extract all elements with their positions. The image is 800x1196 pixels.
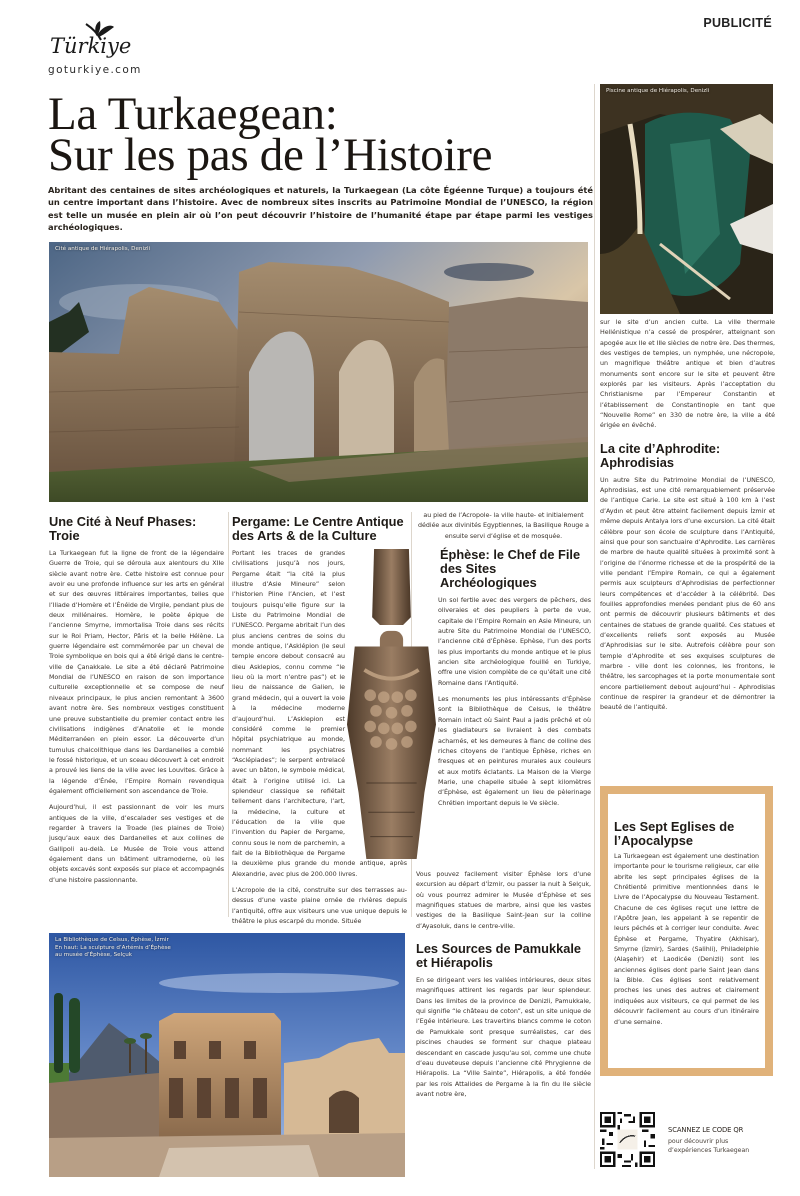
celsus-caption-line-3: au musée d’Éphèse, Selçuk — [55, 951, 133, 958]
pamukkale-paragraph-2: sur le site d’un ancien culte. La ville thermale Hellénistique n’a cessé de prospérer, atteignant son apogée aux IIe et IIIe siècles de notre ère. Des thermes, des vestiges de temples, un nymphée, une nécropole, un magnifique théâtre antique et bien d’autres monuments sont encore sur le site et peuvent être explorés par les visiteurs. Après l’acceptation du Christianisme par l’Empereur Constantin et l’établissement de Constantinople en tant que “Nouvelle Rome” en 330 de notre ère, la ville a été érigée en évêché. — [600, 319, 775, 430]
intro-paragraph: Abritant des centaines de sites archéologiques et naturels, la Turkaegean (La côte Égéenne Turque) a toujours été un centre important dans l’histoire. Avec de nombreux sites inscrits au Patrimoine Mondial de l’UNESCO, la région est telle un musée en plein air où l’on peut découvrir l’histoire de l’humanité étape par étape parmi les vestiges archéologiques. — [48, 185, 593, 233]
title-line-1: La Turkaegean: — [48, 88, 338, 140]
logo-url[interactable]: goturkiye.com — [48, 64, 142, 76]
column-troie — [49, 515, 224, 886]
troie-paragraph-2: Aujourd’hui, il est passionnant de voir les murs antiques de la ville, d’escalader ses vestiges et de regarder à travers la Troade (les plaines de Troie) jusqu’aux eaux des Dardanelles et aux collines de Gallipoli au-delà. Le Musée de Troie vous attend également dans un bâtiment ultramoderne, où les objets excavés sont exposés sur place et accompagnés d’une histoire passionnante. — [49, 804, 224, 884]
advertisement-label: PUBLICITÉ — [703, 16, 772, 30]
logo-text: Türkiye — [50, 34, 132, 58]
celsus-caption-line-1: La Bibliothèque de Celsus, Éphèse, İzmir — [55, 937, 169, 944]
qr-title: SCANNEZ LE CODE QR — [668, 1126, 744, 1134]
hierapolis-photo-caption: Cité antique de Hiérapolis, Denizli — [55, 246, 151, 252]
turkiye-logo — [48, 18, 138, 64]
pergame-heading: Pergame: Le Centre Antique des Arts & de la Culture — [232, 514, 404, 543]
sept-eglises-paragraph: La Turkaegean est également une destination importante pour le tourisme religieux, car elle abrite les sept principales églises de la Chrétienté primitive mentionnées dans le Livre de l’Apocalypse du Nouveau Testament. Chacune de ces églises reçut une lettre de l’Apôtre Jean, les appelant à se repentir de leurs péchés et à corriger leur conduite. Avec Éphèse et Pergame, Thyatire (Akhisar), Smyrne (İzmir), Sardes (Salihli), Philadelphie (Alaşehir) et Laodicée (Denizli) sont les anciennes églises dont parle Saint Jean dans la Bible. Ces églises sont relativement proches les unes des autres et clairement indiquées aux visiteurs, ce qui permet de les découvrir facilement au cours d’un itinéraire d’une semaine. — [614, 853, 759, 1026]
pool-photo-caption: Piscine antique de Hiérapolis, Denizli — [606, 88, 710, 94]
page-title — [48, 88, 593, 181]
basilique-paragraph: au pied de l’Acropole- la ville haute- et initialement dédiée aux divinités Egyptiennes, la Basilique Rouge a ensuite servi d’église et de mosquée. — [418, 512, 589, 540]
celsus-caption-line-2: En haut: La sculpture d’Artémis d’Éphèse — [55, 944, 171, 951]
column-aphrodisias — [600, 318, 775, 714]
pergame-paragraph-2: L’Acropole de la cité, construite sur des terrasses au-dessus d’une vaste plaine ornée de rivières depuis l’antiquité, offre aux visiteurs une vue unique depuis le théâtre le plus escarpé du monde. Située — [232, 887, 407, 926]
aphrodisias-heading: La cite d’Aphrodite: Aphrodisias — [600, 440, 721, 470]
ephese-paragraph-2: Les monuments les plus intéressants d’Éphèse sont la Bibliothèque de Celsus, le théâtre Romain intact où Saint Paul a jadis prêché et où les gladiateurs se livraient à des combats acharnés, et les demeures à flanc de colline des riches citoyens de l’antique Éphèse, riches en fresques et en peintures murales aux couleurs et aux motifs éclatants. La Maison de la Vierge Marie, une chapelle située à sept kilomètres d’Éphèse, est également un lieu de pèlerinage Chrétien important depuis le Ve siècle. — [438, 696, 591, 807]
sept-eglises-box — [600, 786, 773, 1076]
qr-code-icon — [600, 1112, 655, 1167]
ancient-pool-photo-icon — [600, 84, 773, 314]
library-celsus-photo-icon — [49, 933, 405, 1177]
pamukkale-heading: Les Sources de Pamukkale et Hiérapolis — [416, 941, 582, 971]
qr-code[interactable] — [600, 1112, 655, 1167]
sept-eglises-heading: Les Sept Eglises de l’Apocalypse — [614, 819, 735, 848]
ephese-paragraph-3: Vous pouvez facilement visiter Éphèse lors d’une excursion au départ d’İzmir, ou passer la nuit à Selçuk, où vous pourrez admirer le Musée d’Éphèse et ses magnifiques statues de marbre, ainsi que les vastes vestiges de la Basilique Saint-Jean sur la colline d’Ayasoluk, dans le centre-ville. — [416, 871, 591, 930]
pergame-paragraph-1: Portant les traces de grandes civilisations jusqu’à nos jours, Pergame était “la cité la plus illustre d’Asie Mineure” selon l’historien Pline l’Ancien, et l’est toujours puisqu’elle figure sur la Liste du Patrimoine Mondial de l’UNESCO. Pergame abritait l’un des plus anciens centres de soins du monde antique, l’Asklépion (le seul temple encore debout consacré au dieu Asklepios, connu comme “le lieu où la mort n’entre pas”) et le lieu de naissance de Galien, le grand médecin, qui a ouvert la voie à la médecine moderne d’aujourd’hui. L’Asklepion est considéré comme le premier hôpital psychiatrique au monde, nommant les psychiatres “Asclépiades”; le serpent entrelacé avec un bâton, le symbole médical, était à l’origine utilisé ici. La splendeur classique se reflétait tellement dans l’architecture, l’art, la médecine, la culture et l’éducation de la ville que l’invention du Papier de Pergame, connu sous le nom de parchemin, a fait de la Bibliothèque de Pergame la deuxième plus grande du monde antique, après Alexandrie, avec plus de 200.000 livres. — [232, 550, 407, 878]
celsus-photo-caption — [55, 937, 171, 959]
artemis-statue-photo-icon — [347, 549, 436, 859]
artemis-statue-photo — [347, 549, 436, 859]
aphrodisias-paragraph: Un autre Site du Patrimoine Mondial de l’UNESCO, Aphrodisias, est une cité remarquablement préservée de l’antique Carie. Le site est situé à 100 km à l’est d’Aydın et peut être atteint facilement depuis İzmir et même depuis Antalya lors d’une excursion. La cité était célèbre pour son école de sculpture dans l’Antiquité, ainsi que pour son sanctuaire d’Aphrodite. Les carrières de marbre de haute qualité situées à proximité sont à l’origine de l’énorme richesse et de la prospérité de la ville pendant l’Empire Romain, ce qui a également permis aux sculpteurs d’Aphrodisias de perfectionner leurs compétences et d’accéder à la célébrité. Des fouilles approfondies menées pendant plus de 60 ans ont permis de découvrir plusieurs bâtiments et des centaines de statues de grande qualité. Ces statues et d’excellents reliefs sont exposés au Musée d’Aphrodisias sur le site. Autrefois célèbre pour son temple d’Aphrodite et ses exquises sculptures de marbre - ville dont les colonnes, les frontons, le théâtre, les sarcophages et la porte monumentale sont encore partiellement debout aujourd’hui - Aphrodisias continue de respirer la grandeur et de démontrer la beauté de l’antiquité. — [600, 476, 775, 712]
ephese-heading: Éphèse: le Chef de File des Sites Archéologiques — [440, 547, 581, 591]
celsus-library-photo — [49, 933, 405, 1177]
column-divider — [228, 512, 229, 917]
ruins-arch-photo-icon — [49, 242, 588, 502]
pool-photo — [600, 84, 773, 314]
column-ephese — [416, 511, 591, 1100]
hierapolis-photo — [49, 242, 588, 502]
column-divider — [594, 84, 595, 1169]
title-line-2: Sur les pas de l’Histoire — [48, 129, 493, 181]
pamukkale-paragraph-1: En se dirigeant vers les vallées intérieures, deux sites magnifiques attirent les regards par leur splendeur. Dans les limites de la province de Denizli, Pamukkale, qui signifie “le château de coton”, est un site unique de l’Egée intérieure. Les travertins blancs comme le coton de Pamukkale sont presque surréalistes, car des piscines chaudes se forment sur chaque plateau descendant en cascade jusqu’au sol, comme une chute d’eau duveteuse depuis l’ancienne cité Phrygienne de Hiérapolis. La “Ville Sainte”, Hiérapolis, a été fondée par les rois Attalides de Pergame à la fin du IIe siècle avant notre ère, — [416, 977, 591, 1098]
ephese-wrap — [416, 548, 591, 809]
qr-subtitle: pour découvrir plus d’expériences Turkaegean — [668, 1138, 750, 1154]
troie-paragraph-1: La Turkaegean fut la ligne de front de la légendaire Guerre de Troie, qui se déroula aux alentours du XIIe siècle avant notre ère. Cette histoire est connue pour avoir eu une profonde influence sur les arts en général et sur des œuvres littéraires importantes, telles que l’Iliade d’Homère et l’Énéide de Virgile, pendant plus de deux millénaires. Homère, le poète épique de l’ancienne Smyrne, immortalisa Troie dans ses récits sur le Roi Priam, Hector, Pâris et la belle Hélène. La guerre légendaire est commémorée par un cheval de Troie symbolique en bois qui a été érigé dans le centre-ville de Çanakkale. Le site a été déclaré Patrimoine Mondial de l’UNESCO en raison de son importance culturelle exceptionnelle et se compose de neuf niveaux principaux, le plus ancien remontant à 3600 avant notre ère. Ses nombreux vestiges constituent une preuve substantielle du premier contact entre les civilisations indigènes d’Anatolie et le monde Méditerranéen en plein essor. La découverte d’un tumulus chalcolithique dans les Dardanelles a comblé le fossé historique, et un sceau découvert à cet endroit a prouvé les liens de la ville avec les Louvites. Grâce à la légende d’Énée, l’Empire Romain revendiqua également officiellement son ascendance de Troie. — [49, 550, 224, 795]
troie-heading: Une Cité à Neuf Phases: Troie — [49, 514, 197, 543]
turkiye-logo-icon — [48, 18, 138, 64]
ephese-paragraph-1: Un sol fertile avec des vergers de pêchers, des oliveraies et des peupliers à perte de vue, capitale de l’Empire Romain en Asie Mineure, un autre Site du Patrimoine Mondial de l’UNESCO, l’ancienne cité d’Éphèse. Ephèse, l’un des ports les plus importants du monde antique et le plus ancien site archéologique fouillé en Turkiye, offre une vision complète de ce qu’était une cité Romaine dans l’Antiquité. — [438, 597, 591, 687]
